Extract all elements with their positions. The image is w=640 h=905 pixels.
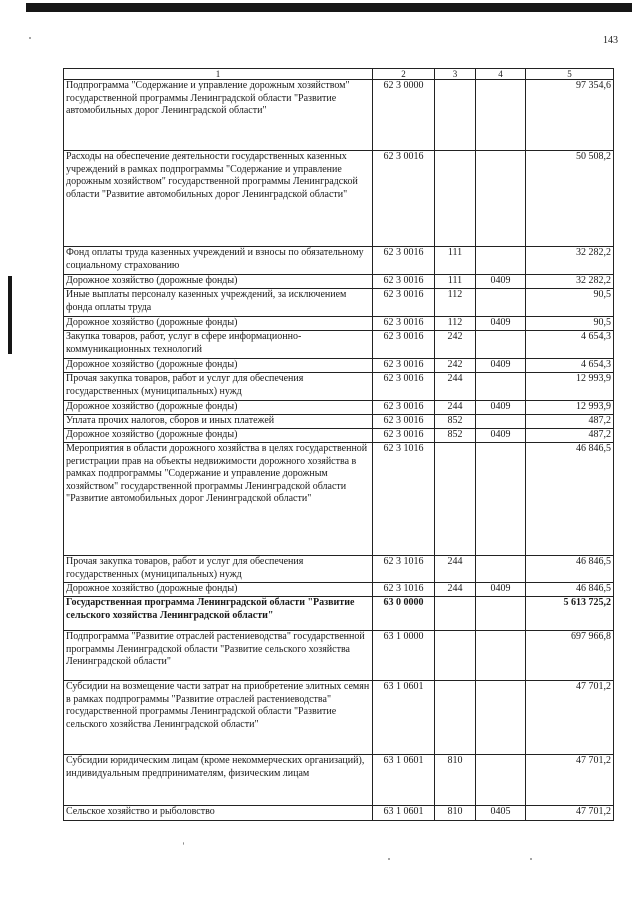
- cell-vr: [435, 597, 476, 631]
- cell-rz: [476, 373, 526, 401]
- cell-sum: 697 966,8: [526, 631, 614, 681]
- scan-dot: [388, 858, 390, 860]
- cell-rz: 0409: [476, 401, 526, 415]
- cell-csr: 63 1 0601: [373, 755, 435, 806]
- table-row: [64, 359, 614, 373]
- cell-rz: 0409: [476, 583, 526, 597]
- cell-rz: [476, 289, 526, 317]
- cell-vr: 852: [435, 429, 476, 443]
- cell-name: Прочая закупка товаров, работ и услуг для обеспечения государственных (муниципальных) нужд: [64, 373, 373, 401]
- cell-sum: 12 993,9: [526, 401, 614, 415]
- cell-sum: 90,5: [526, 317, 614, 331]
- cell-sum: 47 701,2: [526, 755, 614, 806]
- cell-name: Дорожное хозяйство (дорожные фонды): [64, 429, 373, 443]
- cell-name: Дорожное хозяйство (дорожные фонды): [64, 359, 373, 373]
- cell-csr: 62 3 0016: [373, 373, 435, 401]
- cell-vr: 111: [435, 247, 476, 275]
- cell-sum: 487,2: [526, 429, 614, 443]
- column-header: 4: [476, 69, 526, 80]
- cell-sum: 487,2: [526, 415, 614, 429]
- cell-rz: [476, 80, 526, 151]
- table-row: [64, 289, 614, 317]
- cell-sum: 32 282,2: [526, 275, 614, 289]
- cell-csr: 62 3 1016: [373, 556, 435, 583]
- cell-name: Расходы на обеспечение деятельности государственных казенных учреждений в рамках подпрограммы "Содержание и управление дорожным хозяйством" государственной программы Ленинградской области "Развитие автомобильных дорог Ленинградской области": [64, 151, 373, 247]
- cell-sum: 12 993,9: [526, 373, 614, 401]
- cell-sum: 90,5: [526, 289, 614, 317]
- cell-name: Сельское хозяйство и рыболовство: [64, 806, 373, 821]
- cell-sum: 46 846,5: [526, 583, 614, 597]
- cell-csr: 62 3 0016: [373, 401, 435, 415]
- cell-vr: 244: [435, 556, 476, 583]
- table-row: [64, 755, 614, 806]
- cell-vr: 112: [435, 289, 476, 317]
- cell-rz: [476, 331, 526, 359]
- cell-vr: 242: [435, 331, 476, 359]
- cell-csr: 63 1 0000: [373, 631, 435, 681]
- cell-name: Подпрограмма "Содержание и управление дорожным хозяйством" государственной программы Ленинградской области "Развитие автомобильных дорог Ленинградской области": [64, 80, 373, 151]
- cell-vr: 111: [435, 275, 476, 289]
- cell-rz: 0409: [476, 429, 526, 443]
- cell-csr: 62 3 0016: [373, 247, 435, 275]
- table-row: [64, 373, 614, 401]
- cell-rz: [476, 415, 526, 429]
- cell-name: Фонд оплаты труда казенных учреждений и взносы по обязательному социальному страхованию: [64, 247, 373, 275]
- cell-sum: 4 654,3: [526, 359, 614, 373]
- cell-sum: 47 701,2: [526, 681, 614, 755]
- cell-name: Дорожное хозяйство (дорожные фонды): [64, 583, 373, 597]
- cell-sum: 97 354,6: [526, 80, 614, 151]
- cell-sum: 47 701,2: [526, 806, 614, 821]
- cell-vr: 852: [435, 415, 476, 429]
- cell-vr: [435, 681, 476, 755]
- cell-name: Дорожное хозяйство (дорожные фонды): [64, 275, 373, 289]
- cell-rz: [476, 247, 526, 275]
- cell-csr: 62 3 0016: [373, 151, 435, 247]
- cell-csr: 62 3 0016: [373, 429, 435, 443]
- cell-csr: 63 1 0601: [373, 806, 435, 821]
- cell-vr: 112: [435, 317, 476, 331]
- table-row: [64, 556, 614, 583]
- cell-rz: [476, 631, 526, 681]
- table-row: [64, 631, 614, 681]
- scan-dot: [29, 37, 31, 39]
- cell-csr: 62 3 0016: [373, 275, 435, 289]
- column-header: 5: [526, 69, 614, 80]
- cell-vr: 244: [435, 583, 476, 597]
- table-row: [64, 151, 614, 247]
- cell-csr: 62 3 1016: [373, 443, 435, 556]
- budget-table: [63, 68, 614, 821]
- cell-csr: 62 3 1016: [373, 583, 435, 597]
- page-number: 143: [603, 35, 618, 46]
- cell-rz: [476, 597, 526, 631]
- cell-csr: 62 3 0016: [373, 317, 435, 331]
- cell-rz: [476, 556, 526, 583]
- cell-vr: [435, 151, 476, 247]
- cell-rz: [476, 443, 526, 556]
- cell-csr: 63 1 0601: [373, 681, 435, 755]
- cell-rz: 0405: [476, 806, 526, 821]
- scan-dot: [183, 842, 184, 845]
- cell-name: Субсидии юридическим лицам (кроме некоммерческих организаций), индивидуальным предпринимателям, физическим лицам: [64, 755, 373, 806]
- table-row: [64, 415, 614, 429]
- table-row: [64, 80, 614, 151]
- cell-rz: 0409: [476, 359, 526, 373]
- table-row: [64, 317, 614, 331]
- table-row: [64, 331, 614, 359]
- cell-sum: 46 846,5: [526, 443, 614, 556]
- column-header: 2: [373, 69, 435, 80]
- cell-name: Подпрограмма "Развитие отраслей растениеводства" государственной программы Ленинградской области "Развитие сельского хозяйства Ленинградской области": [64, 631, 373, 681]
- table-row: [64, 247, 614, 275]
- cell-name: Прочая закупка товаров, работ и услуг для обеспечения государственных (муниципальных) нужд: [64, 556, 373, 583]
- cell-sum: 32 282,2: [526, 247, 614, 275]
- cell-vr: [435, 631, 476, 681]
- cell-rz: 0409: [476, 275, 526, 289]
- table-row: [64, 681, 614, 755]
- cell-sum: 5 613 725,2: [526, 597, 614, 631]
- cell-name: Субсидии на возмещение части затрат на приобретение элитных семян в рамках подпрограммы "Развитие отраслей растениеводства" государственной программы Ленинградской области "Развитие сельского хозяйства Ленинградской области": [64, 681, 373, 755]
- cell-vr: 244: [435, 401, 476, 415]
- cell-rz: 0409: [476, 317, 526, 331]
- cell-csr: 62 3 0000: [373, 80, 435, 151]
- cell-vr: [435, 80, 476, 151]
- cell-name: Дорожное хозяйство (дорожные фонды): [64, 317, 373, 331]
- cell-vr: 810: [435, 806, 476, 821]
- table-header-row: [64, 69, 614, 80]
- cell-name: Уплата прочих налогов, сборов и иных платежей: [64, 415, 373, 429]
- cell-csr: 62 3 0016: [373, 289, 435, 317]
- cell-csr: 62 3 0016: [373, 331, 435, 359]
- cell-rz: [476, 151, 526, 247]
- cell-sum: 4 654,3: [526, 331, 614, 359]
- cell-vr: 242: [435, 359, 476, 373]
- table-row: [64, 275, 614, 289]
- table-row: [64, 401, 614, 415]
- table-row: [64, 443, 614, 556]
- cell-name: Дорожное хозяйство (дорожные фонды): [64, 401, 373, 415]
- cell-name: Государственная программа Ленинградской области "Развитие сельского хозяйства Ленинградской области": [64, 597, 373, 631]
- cell-csr: 62 3 0016: [373, 415, 435, 429]
- top-rule: [26, 3, 632, 12]
- table-body: [64, 69, 614, 821]
- cell-name: Иные выплаты персоналу казенных учреждений, за исключением фонда оплаты труда: [64, 289, 373, 317]
- scan-dot: [530, 858, 532, 860]
- column-header: 3: [435, 69, 476, 80]
- cell-csr: 62 3 0016: [373, 359, 435, 373]
- cell-rz: [476, 681, 526, 755]
- column-header: 1: [64, 69, 373, 80]
- cell-name: Закупка товаров, работ, услуг в сфере информационно-коммуникационных технологий: [64, 331, 373, 359]
- table-row: [64, 583, 614, 597]
- cell-vr: 244: [435, 373, 476, 401]
- cell-rz: [476, 755, 526, 806]
- margin-mark: [8, 276, 12, 354]
- table-row: [64, 429, 614, 443]
- table-row: [64, 806, 614, 821]
- cell-name: Мероприятия в области дорожного хозяйства в целях государственной регистрации прав на объекты недвижимости дорожного хозяйства в рамках подпрограммы "Содержание и управление дорожным хозяйством" государственной программы Ленинградской области "Развитие автомобильных дорог Ленинградской области": [64, 443, 373, 556]
- table-row: [64, 597, 614, 631]
- cell-vr: 810: [435, 755, 476, 806]
- cell-vr: [435, 443, 476, 556]
- cell-csr: 63 0 0000: [373, 597, 435, 631]
- cell-sum: 50 508,2: [526, 151, 614, 247]
- cell-sum: 46 846,5: [526, 556, 614, 583]
